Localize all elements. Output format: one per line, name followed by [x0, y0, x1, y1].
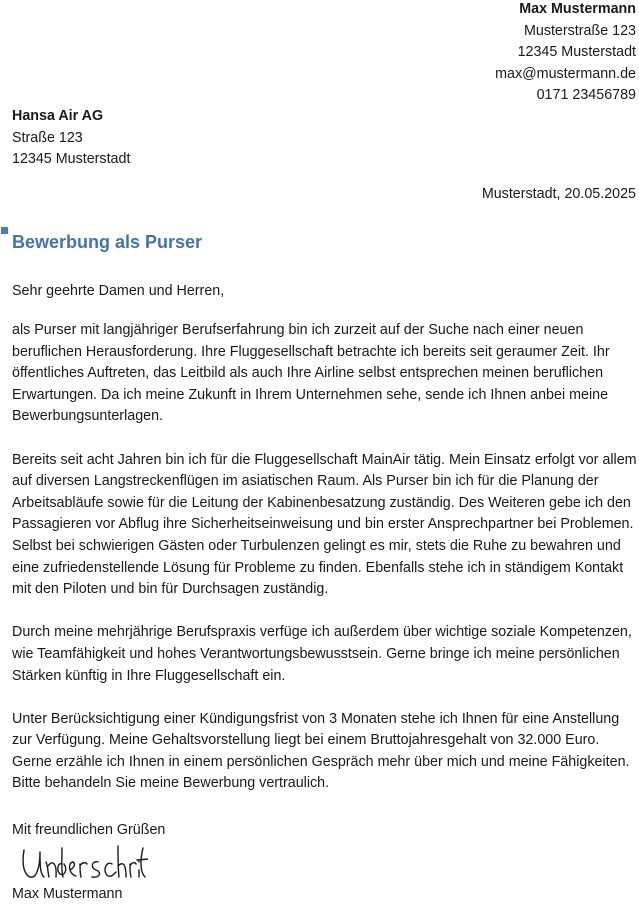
- letter-body: [12, 320, 638, 817]
- sender-street: Musterstraße 123: [523, 22, 636, 39]
- sender-phone: 0171 23456789: [536, 87, 636, 104]
- subject-marker: [1, 227, 8, 234]
- body-paragraph: Unter Berücksichtigung einer Kündigungsfrist von 3 Monaten stehe ich Ihnen für eine Anstellung zur Verfügung. Meine Gehaltsvorstellung liegt bei einem Bruttojahresgehalt von 32.000 Euro. Gerne erzähle ich Ihnen in einem persönlichen Gespräch mehr über mich und meine Fähigkeiten. Bitte behandeln Sie meine Bewerbung vertraulich.: [12, 710, 630, 792]
- sender-email: max@mustermann.de: [495, 65, 636, 82]
- handwritten-signature: [18, 840, 148, 886]
- recipient-company: Hansa Air AG: [12, 108, 104, 124]
- sender-name: Max Mustermann: [519, 1, 636, 17]
- closing-phrase: Mit freundlichen Grüßen: [12, 822, 166, 838]
- sender-city: 12345 Musterstadt: [517, 44, 636, 61]
- recipient-address-block: [12, 106, 312, 171]
- subject-heading: Bewerbung als Purser: [12, 232, 203, 252]
- date-line: Musterstadt, 20.05.2025: [481, 186, 636, 202]
- recipient-city: 12345 Musterstadt: [12, 151, 131, 168]
- sender-address-block: [276, 0, 636, 107]
- greeting: Sehr geehrte Damen und Herren,: [12, 283, 225, 299]
- body-paragraph: als Purser mit langjähriger Berufserfahrung bin ich zurzeit auf der Suche nach einer neuen beruflichen Herausforderung. Ihre Fluggesellschaft betrachte ich bereits seit geraumer Zeit. Ihr öffentliches Auftreten, das Leitbild als auch Ihre Airline selbst entsprechen meinen beruflichen Erwartungen. Da ich meine Zukunft in Ihrem Unternehmen sehe, sende ich Ihnen anbei meine Bewerbungsunterlagen.: [12, 322, 610, 425]
- body-paragraph: Durch meine mehrjährige Berufspraxis verfüge ich außerdem über wichtige soziale Kompetenzen, wie Teamfähigkeit und hohes Verantwortungsbewusstsein. Gerne bringe ich meine persönlichen Stärken künftig in Ihre Fluggesellschaft ein.: [12, 624, 632, 684]
- signer-name: Max Mustermann: [12, 886, 123, 902]
- body-paragraph: Bereits seit acht Jahren bin ich für die Fluggesellschaft MainAir tätig. Mein Einsatz erfolgt vor allem auf diversen Langstreckenflügen im asiatischen Raum. Als Purser bin ich für die Planung der Arbeitsabläufe sowie für die Leitung der Kabinenbesatzung zuständig. Des Weiteren gebe ich den Passagieren vor Abflug ihre Sicherheitseinweisung und bin erster Ansprechpartner bei Problemen. Selbst bei schwierigen Gästen oder Turbulenzen gelingt es mir, stets die Ruhe zu bewahren und eine zufriedenstellende Lösung für Probleme zu finden. Ebenfalls stehe ich in ständigem Kontakt mit den Piloten und bin für Durchsagen zuständig.: [12, 451, 637, 598]
- recipient-street: Straße 123: [12, 129, 83, 146]
